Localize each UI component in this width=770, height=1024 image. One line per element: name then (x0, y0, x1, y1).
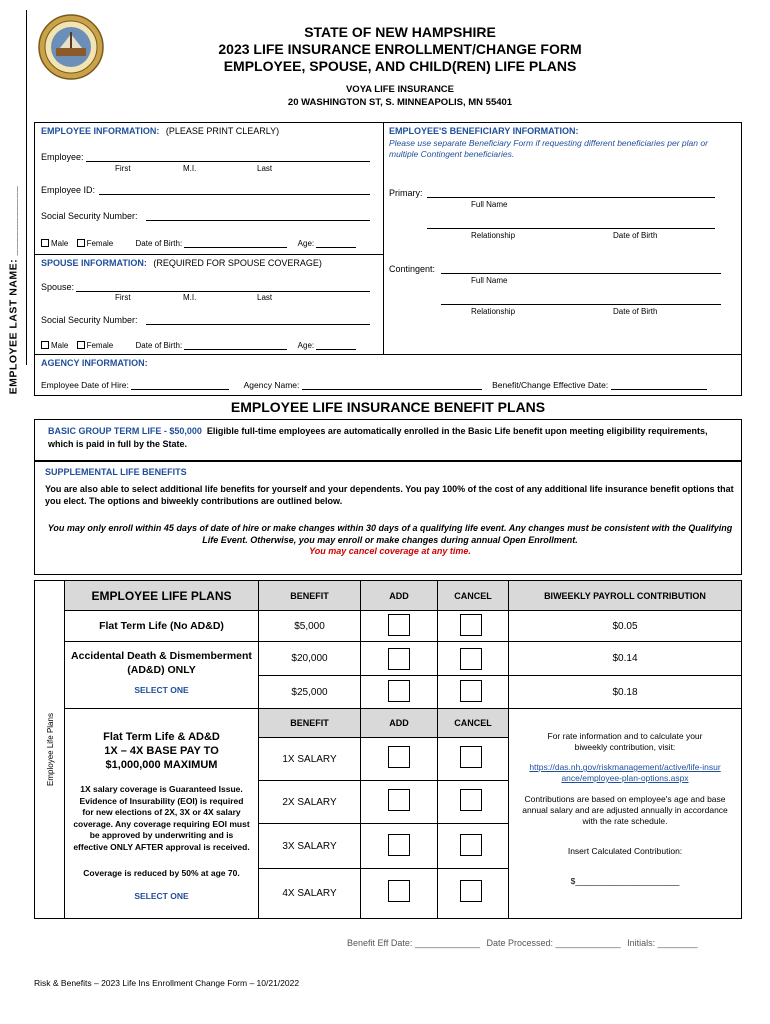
basic-life-text (48, 425, 733, 451)
salary-1x-cancel-checkbox[interactable] (460, 746, 482, 768)
beneficiary-note: Please use separate Beneficiary Form if requesting different beneficiaries per plan or multiple Contingent beneficiaries. (389, 138, 708, 159)
primary-name-field[interactable] (427, 197, 715, 198)
mi-caption: M.I. (183, 164, 197, 173)
col-header-benefit: BENEFIT (259, 581, 360, 610)
flat-add-select-one: SELECT ONE (134, 891, 189, 901)
salary-2x-add-checkbox[interactable] (388, 789, 410, 811)
spouse-name-field[interactable] (76, 291, 370, 292)
spouse-ssn-label: Social Security Number: (41, 315, 138, 325)
contingent-dob-caption: Date of Birth (613, 307, 658, 316)
date-processed-field[interactable]: Date Processed: _____________ (486, 938, 621, 948)
form-header (110, 24, 690, 108)
agency-title: AGENCY INFORMATION: (41, 358, 148, 368)
basic-life-description: Eligible full-time employees are automatically enrolled in the Basic Life benefit upon meeting eligibility requirements, which is paid in full by the State. (48, 426, 708, 449)
page-footer: Risk & Benefits – 2023 Life Ins Enrollment Change Form – 10/21/2022 (34, 978, 300, 988)
spouse-first-caption: First (115, 293, 131, 302)
hire-date-field[interactable] (131, 380, 229, 390)
salary-4x-cancel-checkbox[interactable] (460, 880, 482, 902)
supplemental-title: SUPPLEMENTAL LIFE BENEFITS (45, 467, 187, 477)
add-25k-cancel-checkbox[interactable] (460, 680, 482, 702)
employee-info-title: EMPLOYEE INFORMATION: (41, 126, 160, 136)
flat-term-cancel-checkbox[interactable] (460, 614, 482, 636)
salary-4x: 4X SALARY (282, 887, 337, 899)
salary-1x-add-checkbox[interactable] (388, 746, 410, 768)
flat-add-body: 1X salary coverage is Guaranteed Issue. Evidence of Insurability (EOI) is required for new elections of 2X, 3X or 4X salary coverage. Any coverage requiring EOI must be approved by underwriting and is effective ONLY AFTER approval is received. (73, 784, 250, 852)
header-state: STATE OF NEW HAMPSHIRE (304, 24, 496, 40)
spouse-info-title: SPOUSE INFORMATION: (41, 258, 147, 268)
spouse-name-label: Spouse: (41, 282, 75, 292)
effective-date-field[interactable] (611, 380, 707, 390)
salary-2x-cancel-checkbox[interactable] (460, 789, 482, 811)
state-seal-logo (38, 14, 104, 80)
cancel-note: You may cancel coverage at any time. (309, 546, 471, 556)
initials-field[interactable]: Initials: ________ (627, 938, 698, 948)
add-20k-add-checkbox[interactable] (388, 648, 410, 670)
table-side-label: Employee Life Plans (45, 713, 55, 786)
enroll-note: You may only enroll within 45 days of date of hire or make changes within 30 days of a qualifying life event. Any changes must be consistent with the Qualifying Life Event. Otherwise, you may enroll or make changes during annual Open Enrollment. (47, 523, 733, 545)
spouse-male-label: Male (51, 341, 69, 350)
benefit-eff-date-field[interactable]: Benefit Eff Date: _____________ (347, 938, 480, 948)
admin-fields (347, 938, 698, 948)
contingent-relationship-field[interactable] (441, 304, 721, 305)
flat-add-title (65, 730, 258, 772)
employee-ssn-label: Social Security Number: (41, 211, 138, 221)
employee-name-field[interactable] (86, 161, 370, 162)
spouse-mi-caption: M.I. (183, 293, 197, 302)
agency-name-field[interactable] (302, 380, 482, 390)
spouse-female-checkbox[interactable] (77, 341, 85, 349)
spouse-dob-field[interactable] (184, 340, 287, 350)
primary-label: Primary: (389, 188, 423, 198)
add-plan-label: Accidental Death & Dismemberment (AD&D) ONLY (71, 650, 252, 676)
sub-header-benefit: BENEFIT (259, 709, 360, 737)
primary-relationship-field[interactable] (427, 228, 715, 229)
flat-term-contribution: $0.05 (612, 620, 638, 632)
add-20k-cancel-checkbox[interactable] (460, 648, 482, 670)
employee-age-label: Age: (297, 239, 315, 248)
employee-age-field[interactable] (316, 238, 356, 248)
employee-id-field[interactable] (99, 194, 370, 195)
contingent-relationship-caption: Relationship (471, 307, 516, 316)
rate-age-note: Contributions are based on employee's age and base annual salary and are adjusted annually in accordance with the rate schedule. (522, 794, 728, 826)
employee-name-label: Employee: (41, 152, 84, 162)
employee-info-note: (PLEASE PRINT CLEARLY) (165, 126, 280, 136)
first-caption: First (115, 164, 131, 173)
contingent-name-field[interactable] (441, 273, 721, 274)
contingent-full-name-caption: Full Name (471, 276, 508, 285)
spouse-female-label: Female (86, 341, 114, 350)
employee-ssn-field[interactable] (146, 220, 370, 221)
last-caption: Last (257, 164, 273, 173)
insert-contribution-label: Insert Calculated Contribution: (567, 846, 683, 856)
spouse-male-checkbox[interactable] (41, 341, 49, 349)
add-plan-select-one: SELECT ONE (134, 685, 189, 695)
supplemental-text: You are also able to select additional life benefits for yourself and your dependents. You pay 100% of the cost of any additional life insurance benefit options that you elect. The options and biweekly contributions are outlined below. (45, 484, 734, 506)
rate-info-link[interactable]: https://das.nh.gov/riskmanagement/active/life-insurance/employee-plan-options.aspx (529, 762, 721, 783)
salary-4x-add-checkbox[interactable] (388, 880, 410, 902)
beneficiary-title: EMPLOYEE'S BENEFICIARY INFORMATION: (389, 126, 579, 136)
header-plans: EMPLOYEE, SPOUSE, AND CHILD(REN) LIFE PLANS (223, 58, 577, 74)
sub-header-cancel: CANCEL (438, 709, 508, 737)
add-plan-contribution-25k: $0.18 (612, 686, 638, 698)
plans-title: EMPLOYEE LIFE INSURANCE BENEFIT PLANS (230, 399, 546, 415)
primary-dob-caption: Date of Birth (613, 231, 658, 240)
spouse-last-caption: Last (257, 293, 273, 302)
add-plan-benefit-25k: $25,000 (291, 686, 328, 698)
spouse-age-field[interactable] (316, 340, 356, 350)
spouse-age-label: Age: (297, 341, 315, 350)
employee-id-label: Employee ID: (41, 185, 96, 195)
header-carrier: VOYA LIFE INSURANCE (345, 84, 455, 95)
salary-3x: 3X SALARY (282, 840, 337, 852)
primary-relationship-caption: Relationship (471, 231, 516, 240)
male-label: Male (51, 239, 69, 248)
contribution-field[interactable]: $______________________ (570, 876, 680, 886)
employee-dob-field[interactable] (184, 238, 287, 248)
basic-life-title: BASIC GROUP TERM LIFE - $50,000 (48, 426, 202, 436)
employee-male-checkbox[interactable] (41, 239, 49, 247)
flat-add-title-line2: 1X – 4X BASE PAY TO (104, 745, 219, 757)
salary-3x-add-checkbox[interactable] (388, 834, 410, 856)
add-plan-benefit-20k: $20,000 (291, 653, 328, 664)
col-header-plans: EMPLOYEE LIFE PLANS (65, 581, 258, 610)
rate-info-text: For rate information and to calculate your biweekly contribution, visit: (547, 731, 703, 752)
employee-last-name-side-label: EMPLOYEE LAST NAME: ___________ (7, 185, 20, 395)
employee-female-checkbox[interactable] (77, 239, 85, 247)
employee-dob-label: Date of Birth: (135, 239, 183, 248)
col-header-cancel: CANCEL (438, 581, 508, 610)
hire-date-label: Employee Date of Hire: (41, 380, 129, 390)
flat-term-add-checkbox[interactable] (388, 614, 410, 636)
flat-term-benefit: $5,000 (294, 620, 325, 632)
spouse-dob-label: Date of Birth: (135, 341, 183, 350)
spouse-info-note: (REQUIRED FOR SPOUSE COVERAGE) (153, 258, 322, 268)
flat-add-title-line1: Flat Term Life & AD&D (103, 731, 220, 743)
salary-3x-cancel-checkbox[interactable] (460, 834, 482, 856)
header-address: 20 WASHINGTON ST, S. MINNEAPOLIS, MN 55401 (287, 97, 513, 108)
flat-add-title-line3: $1,000,000 MAXIMUM (105, 759, 218, 771)
flat-add-reduce-note: Coverage is reduced by 50% at age 70. (83, 868, 240, 878)
female-label: Female (86, 239, 114, 248)
supplemental-box (34, 461, 742, 575)
add-25k-add-checkbox[interactable] (388, 680, 410, 702)
flat-term-label: Flat Term Life (No AD&D) (99, 620, 224, 632)
col-header-add: ADD (361, 581, 437, 610)
effective-date-label: Benefit/Change Effective Date: (492, 380, 609, 390)
add-plan-contribution-20k: $0.14 (612, 653, 638, 664)
salary-1x: 1X SALARY (282, 753, 337, 765)
col-header-contribution: BIWEEKLY PAYROLL CONTRIBUTION (509, 581, 741, 610)
header-form-title: 2023 LIFE INSURANCE ENROLLMENT/CHANGE FORM (218, 41, 582, 57)
agency-name-label: Agency Name: (243, 380, 300, 390)
sub-header-add: ADD (361, 709, 437, 737)
contingent-label: Contingent: (389, 264, 436, 274)
primary-full-name-caption: Full Name (471, 200, 508, 209)
spouse-ssn-field[interactable] (146, 324, 370, 325)
salary-2x: 2X SALARY (282, 796, 337, 808)
